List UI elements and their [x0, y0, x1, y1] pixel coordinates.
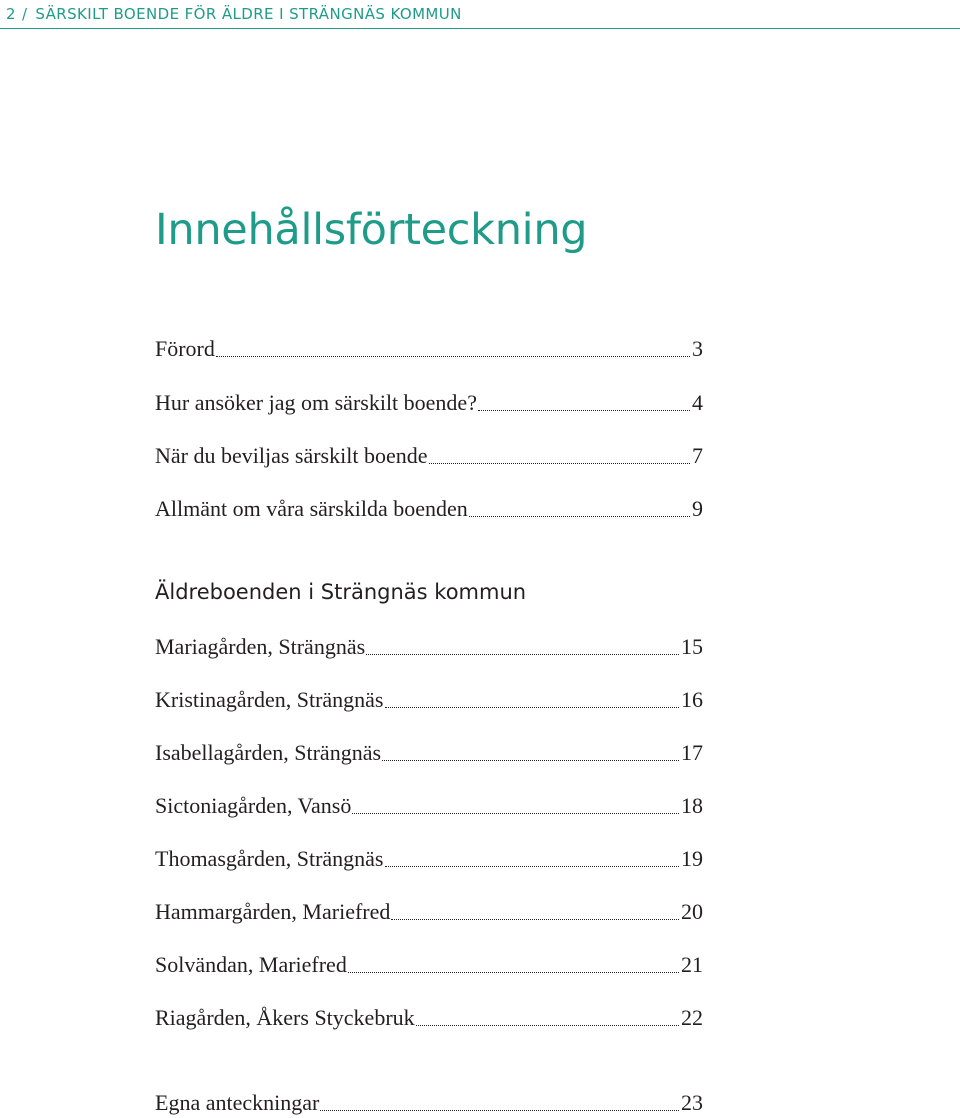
header-separator: / [21, 5, 28, 23]
toc-entry-page: 16 [681, 687, 703, 712]
toc-entry-label: Hur ansöker jag om särskilt boende? [155, 390, 477, 415]
toc-entry[interactable] [155, 634, 703, 662]
toc-entry-page: 19 [681, 846, 703, 871]
toc-entry-page: 4 [692, 390, 703, 415]
toc-entry-label: Solvändan, Mariefred [155, 952, 347, 977]
toc-entry-page: 23 [681, 1090, 703, 1115]
toc-entry-label: Allmänt om våra särskilda boenden [155, 496, 468, 521]
toc-entry[interactable] [155, 1005, 703, 1033]
running-title: SÄRSKILT BOENDE FÖR ÄLDRE I STRÄNGNÄS KOMMUN [35, 5, 462, 23]
section-heading: Äldreboenden i Strängnäs kommun [155, 580, 527, 604]
dot-leader [366, 654, 679, 655]
toc-entry-label: Mariagården, Strängnäs [155, 634, 366, 659]
toc-entry[interactable] [155, 846, 703, 874]
toc-entry[interactable] [155, 336, 703, 364]
dot-leader [478, 410, 690, 411]
toc-entry-label: Sictoniagården, Vansö [155, 793, 352, 818]
dot-leader [352, 813, 679, 814]
dot-leader [429, 463, 691, 464]
toc-entry-page: 7 [692, 443, 703, 468]
toc-entry-label: Hammargården, Mariefred [155, 899, 391, 924]
toc-entry-label: Förord [155, 336, 215, 361]
dot-leader [385, 866, 680, 867]
toc-entry[interactable] [155, 952, 703, 980]
header-divider [0, 28, 960, 29]
toc-entry-label: När du beviljas särskilt boende [155, 443, 428, 468]
toc-entry-label: Egna anteckningar [155, 1090, 320, 1115]
toc-entry-notes[interactable] [155, 1090, 703, 1118]
toc-entry-page: 17 [681, 740, 703, 765]
toc-entry[interactable] [155, 496, 703, 524]
toc-entry-label: Riagården, Åkers Styckebruk [155, 1005, 415, 1030]
toc-entry-page: 18 [681, 793, 703, 818]
page-number: 2 [6, 5, 16, 23]
toc-entry[interactable] [155, 793, 703, 821]
dot-leader [391, 919, 679, 920]
dot-leader [320, 1110, 679, 1111]
toc-entry[interactable] [155, 390, 703, 418]
toc-entry[interactable] [155, 443, 703, 471]
toc-entry-page: 3 [692, 336, 703, 361]
toc-entry[interactable] [155, 740, 703, 768]
page-title: Innehållsförteckning [155, 205, 588, 255]
toc-entry-page: 9 [692, 496, 703, 521]
dot-leader [382, 760, 679, 761]
toc-entry-page: 20 [681, 899, 703, 924]
toc-entry-label: Thomasgården, Strängnäs [155, 846, 384, 871]
dot-leader [469, 516, 690, 517]
page-header [0, 0, 960, 30]
toc-entry-label: Isabellagården, Strängnäs [155, 740, 382, 765]
toc-entry-label: Kristinagården, Strängnäs [155, 687, 384, 712]
toc-entry[interactable] [155, 899, 703, 927]
dot-leader [385, 707, 680, 708]
dot-leader [216, 356, 690, 357]
running-header [6, 5, 462, 23]
toc-entry-page: 21 [681, 952, 703, 977]
dot-leader [416, 1025, 679, 1026]
toc-entry-page: 22 [681, 1005, 703, 1030]
toc-entry-page: 15 [681, 634, 703, 659]
toc-entry[interactable] [155, 687, 703, 715]
dot-leader [348, 972, 679, 973]
